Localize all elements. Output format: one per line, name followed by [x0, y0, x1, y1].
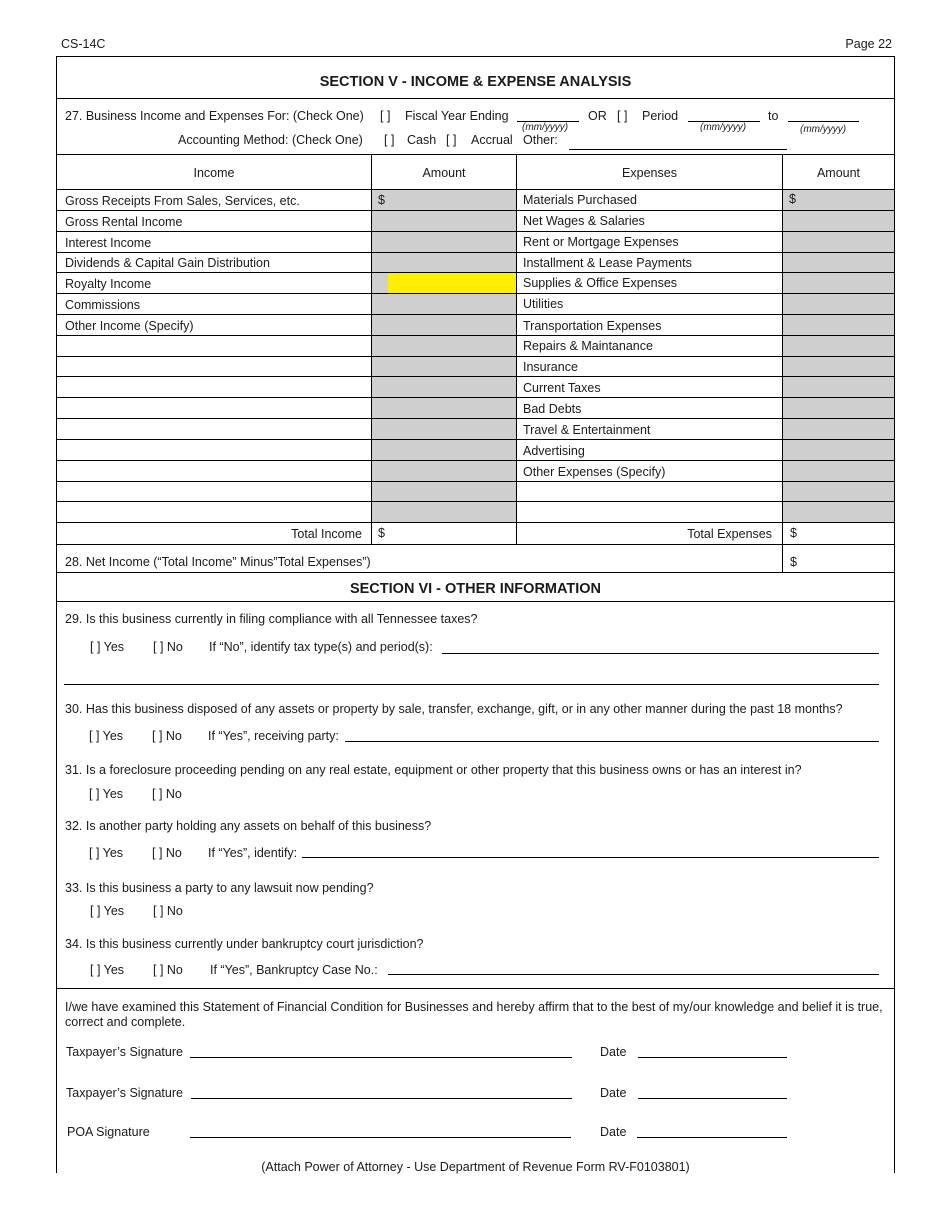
or-label: OR — [588, 109, 607, 123]
expense-row-label: Bad Debts — [523, 402, 582, 416]
q32-identify-field[interactable] — [302, 857, 879, 858]
date-label: Date — [600, 1045, 627, 1059]
table-column-line — [782, 154, 783, 572]
taxpayer-signature-label: Taxpayer’s Signature — [66, 1045, 183, 1059]
table-row-line — [56, 418, 895, 419]
expense-row-label: Repairs & Maintanance — [523, 339, 653, 353]
expense-row-label: Current Taxes — [523, 381, 601, 395]
period-to-field[interactable] — [788, 121, 859, 122]
income-row-label: Royalty Income — [65, 277, 152, 291]
period-checkbox[interactable]: [ ] — [617, 109, 628, 123]
q30-followup: If “Yes”, receiving party: — [208, 729, 339, 743]
taxpayer-signature-field[interactable] — [190, 1057, 572, 1058]
q30-text: 30. Has this business disposed of any assets or property by sale, transfer, exchange, gift, or in any other manner during the past 18 months? — [65, 702, 843, 716]
table-row-line — [56, 293, 895, 294]
q33-no-checkbox[interactable]: [ ] No — [153, 904, 183, 918]
poa-signature-field[interactable] — [190, 1137, 571, 1138]
q32-followup: If “Yes”, identify: — [208, 846, 298, 860]
fiscal-year-checkbox[interactable]: [ ] — [380, 109, 391, 123]
accounting-method-label: Accounting Method: (Check One) — [178, 133, 363, 147]
frame-top — [56, 56, 895, 57]
period-label: Period — [642, 109, 679, 123]
q31-yes-checkbox[interactable]: [ ] Yes — [89, 787, 124, 801]
accrual-checkbox[interactable]: [ ] — [446, 133, 457, 147]
divider — [56, 988, 895, 989]
footer-note: (Attach Power of Attorney - Use Department of Revenue Form RV-F0103801) — [261, 1160, 690, 1174]
total-expenses-label: Total Expenses — [687, 527, 772, 541]
taxpayer-signature-label-2: Taxpayer’s Signature — [66, 1086, 183, 1100]
net-income-dollar: $ — [790, 555, 797, 569]
table-row-line — [56, 376, 895, 377]
q32-text: 32. Is another party holding any assets on behalf of this business? — [65, 819, 432, 833]
income-row-label: Other Income (Specify) — [65, 319, 194, 333]
poa-signature-label: POA Signature — [67, 1125, 150, 1139]
expense-dollar-sign: $ — [789, 192, 796, 206]
total-income-dollar: $ — [378, 526, 385, 540]
income-amount-header: Amount — [422, 166, 466, 180]
section5-title: SECTION V - INCOME & EXPENSE ANALYSIS — [319, 74, 632, 90]
income-row-label: Commissions — [65, 298, 141, 312]
expense-row-label: Installment & Lease Payments — [523, 256, 692, 270]
mmyyyy-hint: (mm/yyyy) — [800, 124, 847, 135]
divider — [56, 522, 895, 523]
q32-no-checkbox[interactable]: [ ] No — [152, 846, 182, 860]
q30-no-checkbox[interactable]: [ ] No — [152, 729, 182, 743]
expense-row-label: Rent or Mortgage Expenses — [523, 235, 679, 249]
income-dollar-sign: $ — [378, 193, 385, 207]
income-row-label: Dividends & Capital Gain Distribution — [65, 256, 270, 270]
expense-row-label: Other Expenses (Specify) — [523, 465, 666, 479]
divider — [56, 544, 895, 545]
date-label-2: Date — [600, 1086, 627, 1100]
affirmation-text-continued: correct and complete. — [65, 1015, 186, 1029]
affirmation-text: I/we have examined this Statement of Financial Condition for Businesses and hereby affirm that to the best of my/our knowledge and belief it is true, — [65, 1000, 883, 1014]
expense-row-label: Travel & Entertainment — [523, 423, 651, 437]
q29-yes-checkbox[interactable]: [ ] Yes — [90, 640, 125, 654]
q29-followup: If “No”, identify tax type(s) and period(s): — [209, 640, 433, 654]
expense-row-label: Materials Purchased — [523, 193, 637, 207]
expense-row-label: Supplies & Office Expenses — [523, 276, 678, 290]
table-row-line — [56, 481, 895, 482]
expense-row-label: Advertising — [523, 444, 585, 458]
q32-yes-checkbox[interactable]: [ ] Yes — [89, 846, 124, 860]
income-column-header: Income — [193, 166, 235, 180]
total-income-label: Total Income — [291, 527, 362, 541]
q33-yes-checkbox[interactable]: [ ] Yes — [90, 904, 125, 918]
highlighted-amount-cell[interactable] — [388, 272, 516, 293]
taxpayer-signature-field-2[interactable] — [191, 1098, 572, 1099]
divider — [56, 98, 895, 99]
frame-right — [894, 56, 895, 1173]
table-row-line — [56, 397, 895, 398]
q29-text: 29. Is this business currently in filing compliance with all Tennessee taxes? — [65, 612, 478, 626]
income-row-label: Gross Rental Income — [65, 215, 183, 229]
q34-no-checkbox[interactable]: [ ] No — [153, 963, 183, 977]
divider — [56, 154, 895, 155]
fiscal-year-label: Fiscal Year Ending — [405, 109, 509, 123]
expenses-column-header: Expenses — [622, 166, 677, 180]
q33-text: 33. Is this business a party to any lawsuit now pending? — [65, 881, 374, 895]
other-label: Other: — [523, 133, 558, 147]
table-row-line — [56, 314, 895, 315]
table-column-line — [516, 154, 517, 544]
mmyyyy-hint: (mm/yyyy) — [700, 122, 747, 133]
expense-row-label: Insurance — [523, 360, 578, 374]
table-line — [56, 189, 895, 190]
expense-row-label: Net Wages & Salaries — [523, 214, 645, 228]
q31-no-checkbox[interactable]: [ ] No — [152, 787, 182, 801]
other-method-field[interactable] — [569, 149, 787, 150]
cash-checkbox[interactable]: [ ] — [384, 133, 395, 147]
q34-case-number-field[interactable] — [388, 974, 879, 975]
q34-followup: If “Yes”, Bankruptcy Case No.: — [210, 963, 378, 977]
table-row-line — [56, 501, 895, 502]
q30-yes-checkbox[interactable]: [ ] Yes — [89, 729, 124, 743]
income-row-label: Interest Income — [65, 236, 152, 250]
date-label-3: Date — [600, 1125, 627, 1139]
table-row-line — [56, 356, 895, 357]
expense-row-label: Transportation Expenses — [523, 319, 662, 333]
taxpayer-date-field[interactable] — [638, 1057, 787, 1058]
q27-label: 27. Business Income and Expenses For: (Check One) — [65, 109, 364, 123]
to-label: to — [768, 109, 779, 123]
divider — [56, 572, 895, 573]
frame-left — [56, 56, 57, 1173]
q30-receiving-party-field[interactable] — [345, 741, 879, 742]
total-expenses-dollar: $ — [790, 526, 797, 540]
mmyyyy-hint: (mm/yyyy) — [522, 122, 569, 133]
income-row-label: Gross Receipts From Sales, Services, etc. — [65, 194, 300, 208]
q28-label: 28. Net Income (“Total Income” Minus”Total Expenses”) — [65, 555, 371, 569]
poa-date-field[interactable] — [637, 1137, 787, 1138]
q29-continuation-field[interactable] — [64, 684, 879, 685]
taxpayer-date-field-2[interactable] — [638, 1098, 787, 1099]
form-id: CS-14C — [61, 37, 106, 51]
table-row-line — [56, 335, 895, 336]
section6-title: SECTION VI - OTHER INFORMATION — [349, 581, 602, 597]
q34-yes-checkbox[interactable]: [ ] Yes — [90, 963, 125, 977]
table-row-line — [56, 252, 895, 253]
table-row-line — [56, 272, 895, 273]
table-row-line — [56, 439, 895, 440]
table-row-line — [56, 231, 895, 232]
q34-text: 34. Is this business currently under bankruptcy court jurisdiction? — [65, 937, 424, 951]
expense-row-label: Utilities — [523, 297, 564, 311]
table-row-line — [56, 460, 895, 461]
table-row-line — [56, 210, 895, 211]
cash-label: Cash — [407, 133, 437, 147]
divider — [56, 601, 895, 602]
table-column-line — [371, 154, 372, 544]
expense-amount-header: Amount — [816, 166, 861, 180]
q29-tax-type-field[interactable] — [442, 653, 879, 654]
q31-text: 31. Is a foreclosure proceeding pending on any real estate, equipment or other property that this business owns or has an interest in? — [65, 763, 802, 777]
q29-no-checkbox[interactable]: [ ] No — [153, 640, 183, 654]
page-number: Page 22 — [845, 37, 892, 51]
accrual-label: Accrual — [471, 133, 513, 147]
